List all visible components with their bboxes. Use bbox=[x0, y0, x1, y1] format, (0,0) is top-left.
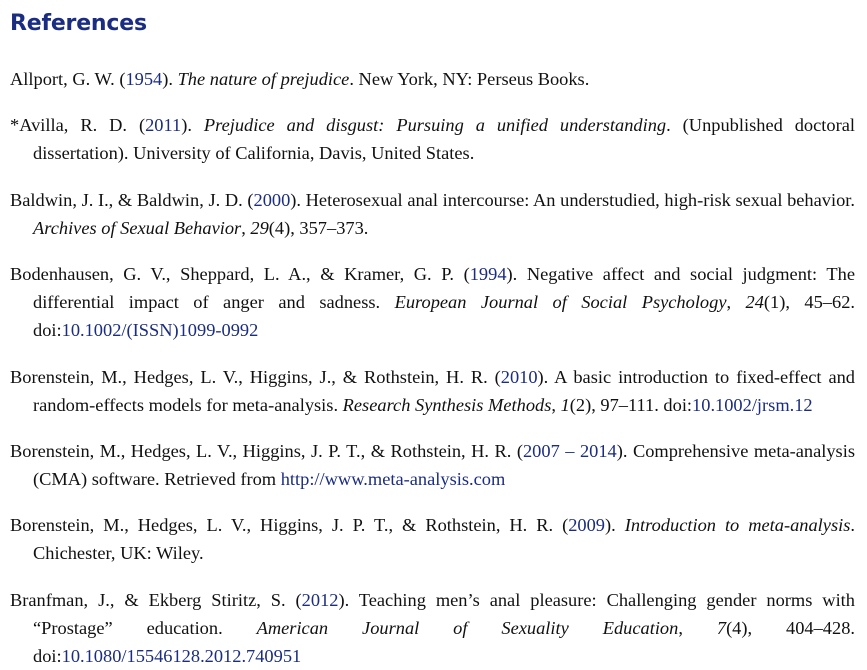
reference-item bbox=[10, 65, 855, 93]
ref-volume: 7 bbox=[716, 617, 727, 638]
ref-authors: Borenstein, M., Hedges, L. V., Higgins, J. P. T., & Rothstein, H. R. ( bbox=[10, 515, 569, 536]
ref-after-year: ). Negative affect and social judgment: The differential impact of anger and sadness. bbox=[33, 264, 855, 313]
ref-after-year: ). bbox=[181, 115, 204, 136]
reference-item bbox=[10, 363, 855, 419]
ref-after-year: ). Heterosexual anal intercourse: An understudied, high-risk sexual behavior. bbox=[290, 189, 855, 210]
reference-item bbox=[10, 186, 855, 242]
doi-link[interactable]: 10.1002/jrsm.12 bbox=[692, 394, 813, 415]
ref-sep: , bbox=[678, 617, 717, 638]
ref-after-year: ). bbox=[162, 69, 178, 89]
ref-after-year: ). bbox=[605, 515, 625, 536]
ref-title: Prejudice and disgust: Pursuing a unified understanding bbox=[203, 115, 667, 136]
ref-rest: . Chichester, UK: Wiley. bbox=[33, 515, 855, 564]
ref-year-link[interactable]: 2010 bbox=[500, 366, 538, 387]
ref-after-year: ). A basic introduction to fixed-effect and random-effects models for meta-analysis. bbox=[33, 366, 856, 415]
ref-journal: American Journal of Sexuality Education bbox=[256, 617, 679, 638]
section-heading: References bbox=[10, 11, 147, 36]
ref-title: The nature of prejudice bbox=[177, 69, 350, 89]
ref-rest: . (Unpublished doctoral dissertation). University of California, Davis, United States. bbox=[33, 115, 855, 164]
ref-year-link[interactable]: 1954 bbox=[125, 69, 163, 89]
ref-journal: European Journal of Social Psychology bbox=[394, 292, 727, 313]
ref-volume: 29 bbox=[250, 217, 269, 238]
ref-authors: Baldwin, J. I., & Baldwin, J. D. ( bbox=[10, 189, 254, 210]
doi-link[interactable]: 10.1080/15546128.2012.740951 bbox=[61, 645, 302, 666]
ref-year-link[interactable]: 2000 bbox=[253, 189, 291, 210]
ref-after-year: ). Teaching men’s anal pleasure: Challenging gender norms with “Prostage” education. bbox=[33, 589, 855, 638]
reference-item bbox=[10, 111, 855, 167]
doi-link[interactable]: 10.1002/(ISSN)1099-0992 bbox=[61, 320, 259, 341]
ref-year-link[interactable]: 2007 – 2014 bbox=[522, 440, 617, 461]
ref-authors: *Avilla, R. D. ( bbox=[10, 115, 146, 136]
ref-journal: Archives of Sexual Behavior bbox=[33, 217, 242, 238]
reference-item bbox=[10, 511, 855, 567]
ref-sep: , bbox=[551, 394, 561, 415]
reference-item bbox=[10, 437, 855, 493]
ref-volume: 1 bbox=[560, 394, 570, 415]
ref-after-year: ). Comprehensive meta-analysis (CMA) software. Retrieved from bbox=[33, 440, 855, 489]
url-link[interactable]: http://www.meta-analysis.com bbox=[280, 468, 506, 489]
ref-year-link[interactable]: 1994 bbox=[469, 264, 507, 285]
ref-rest: . New York, NY: Perseus Books. bbox=[349, 69, 590, 89]
ref-authors: Allport, G. W. ( bbox=[10, 69, 126, 89]
reference-item bbox=[10, 260, 855, 344]
ref-authors: Borenstein, M., Hedges, L. V., Higgins, J. P. T., & Rothstein, H. R. ( bbox=[10, 440, 523, 461]
reference-item bbox=[10, 586, 855, 670]
references-section bbox=[10, 0, 855, 670]
ref-authors: Bodenhausen, G. V., Sheppard, L. A., & Kramer, G. P. ( bbox=[10, 264, 470, 285]
ref-year-link[interactable]: 2012 bbox=[301, 589, 339, 610]
ref-rest: (4), 404–428. doi: bbox=[33, 617, 855, 666]
ref-journal: Research Synthesis Methods bbox=[342, 394, 552, 415]
ref-year-link[interactable]: 2009 bbox=[568, 515, 605, 536]
ref-authors: Borenstein, M., Hedges, L. V., Higgins, J., & Rothstein, H. R. ( bbox=[10, 366, 501, 387]
ref-rest: (1), 45–62. doi: bbox=[33, 292, 855, 341]
ref-rest: (2), 97–111. doi: bbox=[569, 394, 693, 415]
ref-rest: (4), 357–373. bbox=[268, 217, 369, 238]
ref-authors: Branfman, J., & Ekberg Stiritz, S. ( bbox=[10, 589, 302, 610]
ref-year-link[interactable]: 2011 bbox=[145, 115, 182, 136]
ref-sep: , bbox=[726, 292, 746, 313]
reference-list bbox=[10, 65, 855, 670]
ref-sep: , bbox=[241, 217, 251, 238]
ref-title: Introduction to meta-analysis bbox=[624, 515, 851, 536]
ref-volume: 24 bbox=[745, 292, 764, 313]
